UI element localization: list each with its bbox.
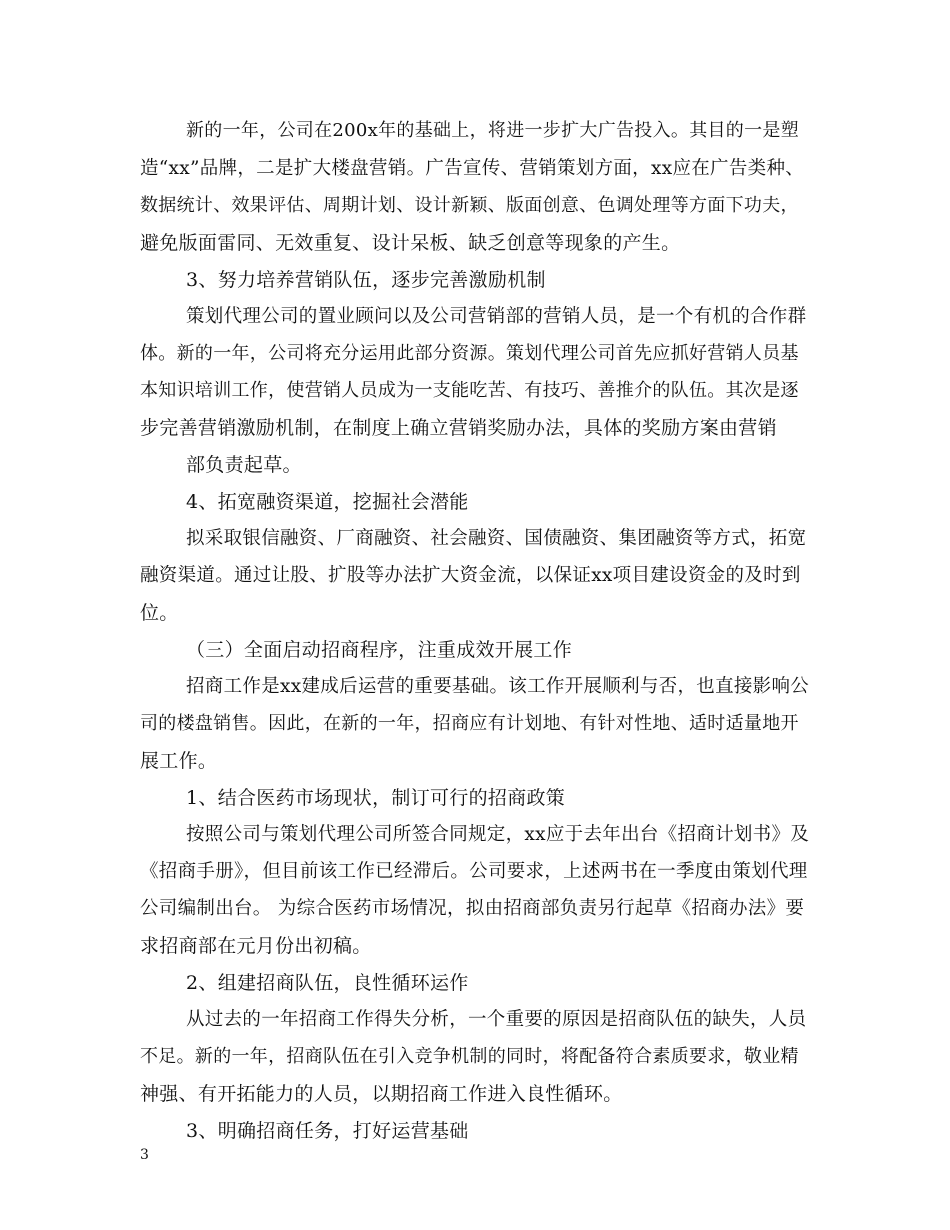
- paragraph-line: 避免版面雷同、无效重复、设计呆板、缺乏创意等现象的产生。: [140, 232, 681, 254]
- paragraph-line: 位。: [140, 602, 179, 624]
- paragraph-line: 司的楼盘销售。因此，在新的一年，招商应有计划地、有针对性地、适时适量地开: [140, 713, 799, 734]
- paragraph-line: 策划代理公司的置业顾问以及公司营销部的营销人员，是一个有机的合作群: [186, 306, 807, 327]
- paragraph-line: 求招商部在元月份出初稿。: [140, 935, 372, 957]
- paragraph-line: 部负责起草。: [186, 454, 302, 476]
- paragraph-line: 步完善营销激励机制，在制度上确立营销奖励办法，具体的奖励方案由营销: [140, 417, 777, 439]
- section-heading: 3、努力培养营销队伍，逐步完善激励机制: [186, 269, 546, 291]
- paragraph-line: 展工作。: [140, 750, 218, 772]
- paragraph-line: 拟采取银信融资、厂商融资、社会融资、国债融资、集团融资等方式，拓宽: [186, 528, 807, 549]
- section-heading: （三）全面启动招商程序，注重成效开展工作: [186, 639, 573, 661]
- page-number: 3: [140, 1147, 149, 1163]
- paragraph-line: 《招商手册》，但目前该工作已经滞后。公司要求，上述两书在一季度由策划代理: [140, 861, 808, 882]
- paragraph-line: 公司编制出台。 为综合医药市场情况，拟由招商部负责另行起草《招商办法》要: [140, 898, 805, 919]
- paragraph-line: 体。新的一年，公司将充分运用此部分资源。策划代理公司首先应抓好营销人员基: [140, 343, 799, 364]
- section-heading: 3、明确招商任务，打好运营基础: [186, 1120, 469, 1142]
- paragraph-line: 造“xx”品牌，二是扩大楼盘营销。广告宣传、营销策划方面，xx应在广告类种、: [140, 158, 805, 179]
- paragraph-line: 神强、有开拓能力的人员，以期招商工作进入良性循环。: [140, 1083, 623, 1105]
- paragraph-line: 从过去的一年招商工作得失分析，一个重要的原因是招商队伍的缺失，人员: [186, 1009, 807, 1030]
- paragraph-line: 按照公司与策划代理公司所签合同规定，xx应于去年出台《招商计划书》及: [186, 824, 810, 845]
- section-heading: 4、拓宽融资渠道，挖掘社会潜能: [186, 491, 469, 513]
- paragraph-line: 本知识培训工作，使营销人员成为一支能吃苦、有技巧、善推介的队伍。其次是逐: [140, 380, 799, 401]
- section-heading: 1、结合医药市场现状，制订可行的招商政策: [186, 787, 566, 809]
- paragraph-line: 融资渠道。通过让股、扩股等办法扩大资金流，以保证xx项目建设资金的及时到: [140, 565, 801, 586]
- paragraph-line: 招商工作是xx建成后运营的重要基础。该工作开展顺利与否，也直接影响公: [186, 676, 810, 697]
- paragraph-line: 不足。新的一年，招商队伍在引入竞争机制的同时，将配备符合素质要求，敬业精: [140, 1046, 799, 1067]
- section-heading: 2、组建招商队伍，良性循环运作: [186, 972, 469, 994]
- paragraph-line: 数据统计、效果评估、周期计划、设计新颖、版面创意、色调处理等方面下功夫，: [140, 195, 799, 216]
- paragraph-line: 新的一年，公司在200x年的基础上，将进一步扩大广告投入。其目的一是塑: [186, 120, 800, 141]
